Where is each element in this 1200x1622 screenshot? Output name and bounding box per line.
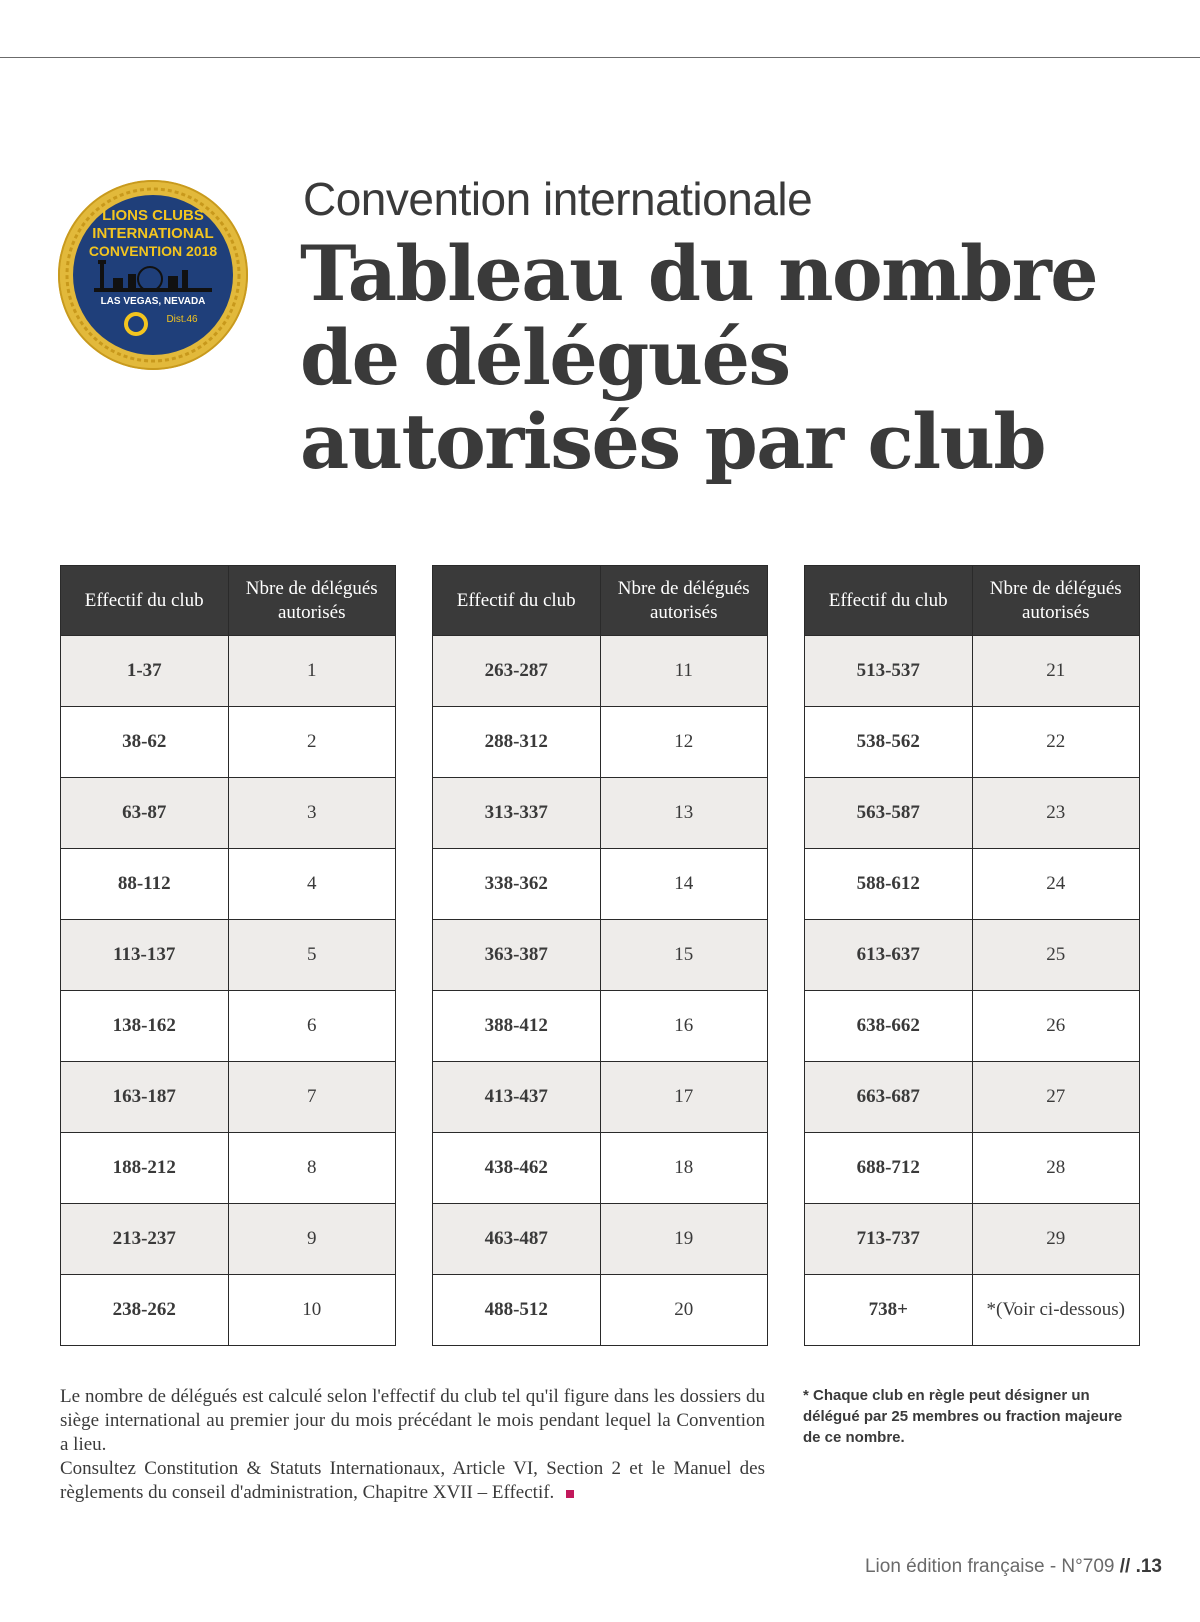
delegates-count: 9 bbox=[228, 1204, 396, 1275]
club-size-range: 588-612 bbox=[805, 849, 973, 920]
delegates-count: 4 bbox=[228, 849, 396, 920]
delegates-count: 24 bbox=[972, 849, 1140, 920]
table-row bbox=[61, 1133, 396, 1204]
table-row bbox=[433, 1133, 768, 1204]
club-size-range: 488-512 bbox=[433, 1275, 601, 1346]
publication-name: Lion édition française - N°709 bbox=[864, 1556, 1115, 1577]
club-size-range: 363-387 bbox=[433, 920, 601, 991]
club-size-range: 238-262 bbox=[61, 1275, 229, 1346]
delegates-count: 11 bbox=[600, 636, 768, 707]
top-rule bbox=[0, 57, 1200, 58]
column-header-delegates: Nbre de délégués autorisés bbox=[600, 566, 768, 636]
club-size-range: 1-37 bbox=[61, 636, 229, 707]
delegates-count: 29 bbox=[972, 1204, 1140, 1275]
table-row bbox=[433, 707, 768, 778]
club-size-range: 638-662 bbox=[805, 991, 973, 1062]
club-size-range: 713-737 bbox=[805, 1204, 973, 1275]
delegates-count: 2 bbox=[228, 707, 396, 778]
delegates-count: 5 bbox=[228, 920, 396, 991]
club-size-range: 338-362 bbox=[433, 849, 601, 920]
club-size-range: 538-562 bbox=[805, 707, 973, 778]
table-row bbox=[433, 1204, 768, 1275]
delegates-count: 26 bbox=[972, 991, 1140, 1062]
badge-graphic bbox=[58, 180, 248, 370]
table-row bbox=[433, 849, 768, 920]
delegates-count: 1 bbox=[228, 636, 396, 707]
club-size-range: 313-337 bbox=[433, 778, 601, 849]
asterisk-footnote: * Chaque club en règle peut désigner un délégué par 25 membres ou fraction majeure de ce nombre. bbox=[803, 1387, 1123, 1446]
table-row bbox=[805, 849, 1140, 920]
badge-line-1: LIONS CLUBS bbox=[102, 207, 204, 224]
delegates-count: 14 bbox=[600, 849, 768, 920]
table-row bbox=[61, 920, 396, 991]
delegates-count: 28 bbox=[972, 1133, 1140, 1204]
table-row bbox=[61, 1275, 396, 1346]
table-row bbox=[805, 1133, 1140, 1204]
club-size-range: 613-637 bbox=[805, 920, 973, 991]
note-paragraph-2-text: Consultez Constitution & Statuts Internationaux, Article VI, Section 2 et le Manuel des règlements du conseil d'administration, Chapitre XVII – Effectif. bbox=[60, 1458, 765, 1503]
table-row bbox=[805, 707, 1140, 778]
delegates-count: *(Voir ci-dessous) bbox=[972, 1275, 1140, 1346]
table-row bbox=[805, 1204, 1140, 1275]
note-paragraph-2 bbox=[60, 1457, 765, 1505]
column-header-delegates: Nbre de délégués autorisés bbox=[972, 566, 1140, 636]
delegates-count: 22 bbox=[972, 707, 1140, 778]
club-size-range: 513-537 bbox=[805, 636, 973, 707]
end-of-article-mark bbox=[566, 1490, 574, 1498]
delegates-count: 17 bbox=[600, 1062, 768, 1133]
table-row bbox=[805, 1062, 1140, 1133]
delegates-count: 10 bbox=[228, 1275, 396, 1346]
delegates-count: 15 bbox=[600, 920, 768, 991]
table-row bbox=[61, 991, 396, 1062]
delegates-count: 7 bbox=[228, 1062, 396, 1133]
section-kicker: Convention internationale bbox=[303, 173, 813, 225]
delegates-count: 12 bbox=[600, 707, 768, 778]
delegates-count: 27 bbox=[972, 1062, 1140, 1133]
table-row bbox=[61, 707, 396, 778]
table-row bbox=[805, 1275, 1140, 1346]
delegates-table-block-1 bbox=[60, 565, 396, 1346]
column-header-club-size: Effectif du club bbox=[805, 566, 973, 636]
delegates-count: 20 bbox=[600, 1275, 768, 1346]
note-paragraph-1: Le nombre de délégués est calculé selon l'effectif du club tel qu'il figure dans les dossiers du siège international au premier jour du mois précédant le mois pendant lequel la Convention a lieu. bbox=[60, 1386, 765, 1455]
page-title: Tableau du nombre de délégués autorisés par club bbox=[300, 229, 1098, 486]
club-size-range: 388-412 bbox=[433, 991, 601, 1062]
club-size-range: 63-87 bbox=[61, 778, 229, 849]
table-row bbox=[805, 920, 1140, 991]
club-size-range: 563-587 bbox=[805, 778, 973, 849]
table-row bbox=[61, 636, 396, 707]
badge-district: Dist.46 bbox=[166, 314, 198, 325]
table-row bbox=[805, 636, 1140, 707]
club-size-range: 213-237 bbox=[61, 1204, 229, 1275]
club-size-range: 688-712 bbox=[805, 1133, 973, 1204]
club-size-range: 438-462 bbox=[433, 1133, 601, 1204]
badge-location: LAS VEGAS, NEVADA bbox=[100, 296, 206, 307]
club-size-range: 463-487 bbox=[433, 1204, 601, 1275]
table-row bbox=[805, 778, 1140, 849]
table-row bbox=[61, 1204, 396, 1275]
delegates-count: 16 bbox=[600, 991, 768, 1062]
table-row bbox=[433, 920, 768, 991]
club-size-range: 38-62 bbox=[61, 707, 229, 778]
convention-badge-logo bbox=[58, 180, 248, 370]
column-header-delegates: Nbre de délégués autorisés bbox=[228, 566, 396, 636]
club-size-range: 663-687 bbox=[805, 1062, 973, 1133]
club-size-range: 188-212 bbox=[61, 1133, 229, 1204]
badge-line-3: CONVENTION 2018 bbox=[88, 243, 218, 259]
club-size-range: 163-187 bbox=[61, 1062, 229, 1133]
page-footer bbox=[865, 1556, 1162, 1578]
delegates-count: 8 bbox=[228, 1133, 396, 1204]
club-size-range: 88-112 bbox=[61, 849, 229, 920]
table-row bbox=[433, 1062, 768, 1133]
delegates-table-block-3 bbox=[804, 565, 1140, 1346]
table-row bbox=[61, 849, 396, 920]
page-number: .13 bbox=[1135, 1556, 1162, 1577]
folio-separator: // bbox=[1114, 1556, 1136, 1577]
delegates-table-block-2 bbox=[432, 565, 768, 1346]
delegates-count: 25 bbox=[972, 920, 1140, 991]
table-row bbox=[61, 1062, 396, 1133]
table-row bbox=[433, 636, 768, 707]
table-row bbox=[61, 778, 396, 849]
table-row bbox=[433, 1275, 768, 1346]
delegates-count: 18 bbox=[600, 1133, 768, 1204]
delegates-count: 23 bbox=[972, 778, 1140, 849]
calculation-note bbox=[60, 1385, 765, 1505]
delegates-count: 13 bbox=[600, 778, 768, 849]
column-header-club-size: Effectif du club bbox=[433, 566, 601, 636]
table-row bbox=[433, 778, 768, 849]
club-size-range: 288-312 bbox=[433, 707, 601, 778]
club-size-range: 738+ bbox=[805, 1275, 973, 1346]
delegates-count: 6 bbox=[228, 991, 396, 1062]
club-size-range: 138-162 bbox=[61, 991, 229, 1062]
club-size-range: 263-287 bbox=[433, 636, 601, 707]
column-header-club-size: Effectif du club bbox=[61, 566, 229, 636]
club-size-range: 113-137 bbox=[61, 920, 229, 991]
delegates-count: 3 bbox=[228, 778, 396, 849]
badge-line-2: INTERNATIONAL bbox=[92, 225, 214, 242]
delegates-count: 19 bbox=[600, 1204, 768, 1275]
table-row bbox=[433, 991, 768, 1062]
table-row bbox=[805, 991, 1140, 1062]
delegates-count: 21 bbox=[972, 636, 1140, 707]
club-size-range: 413-437 bbox=[433, 1062, 601, 1133]
